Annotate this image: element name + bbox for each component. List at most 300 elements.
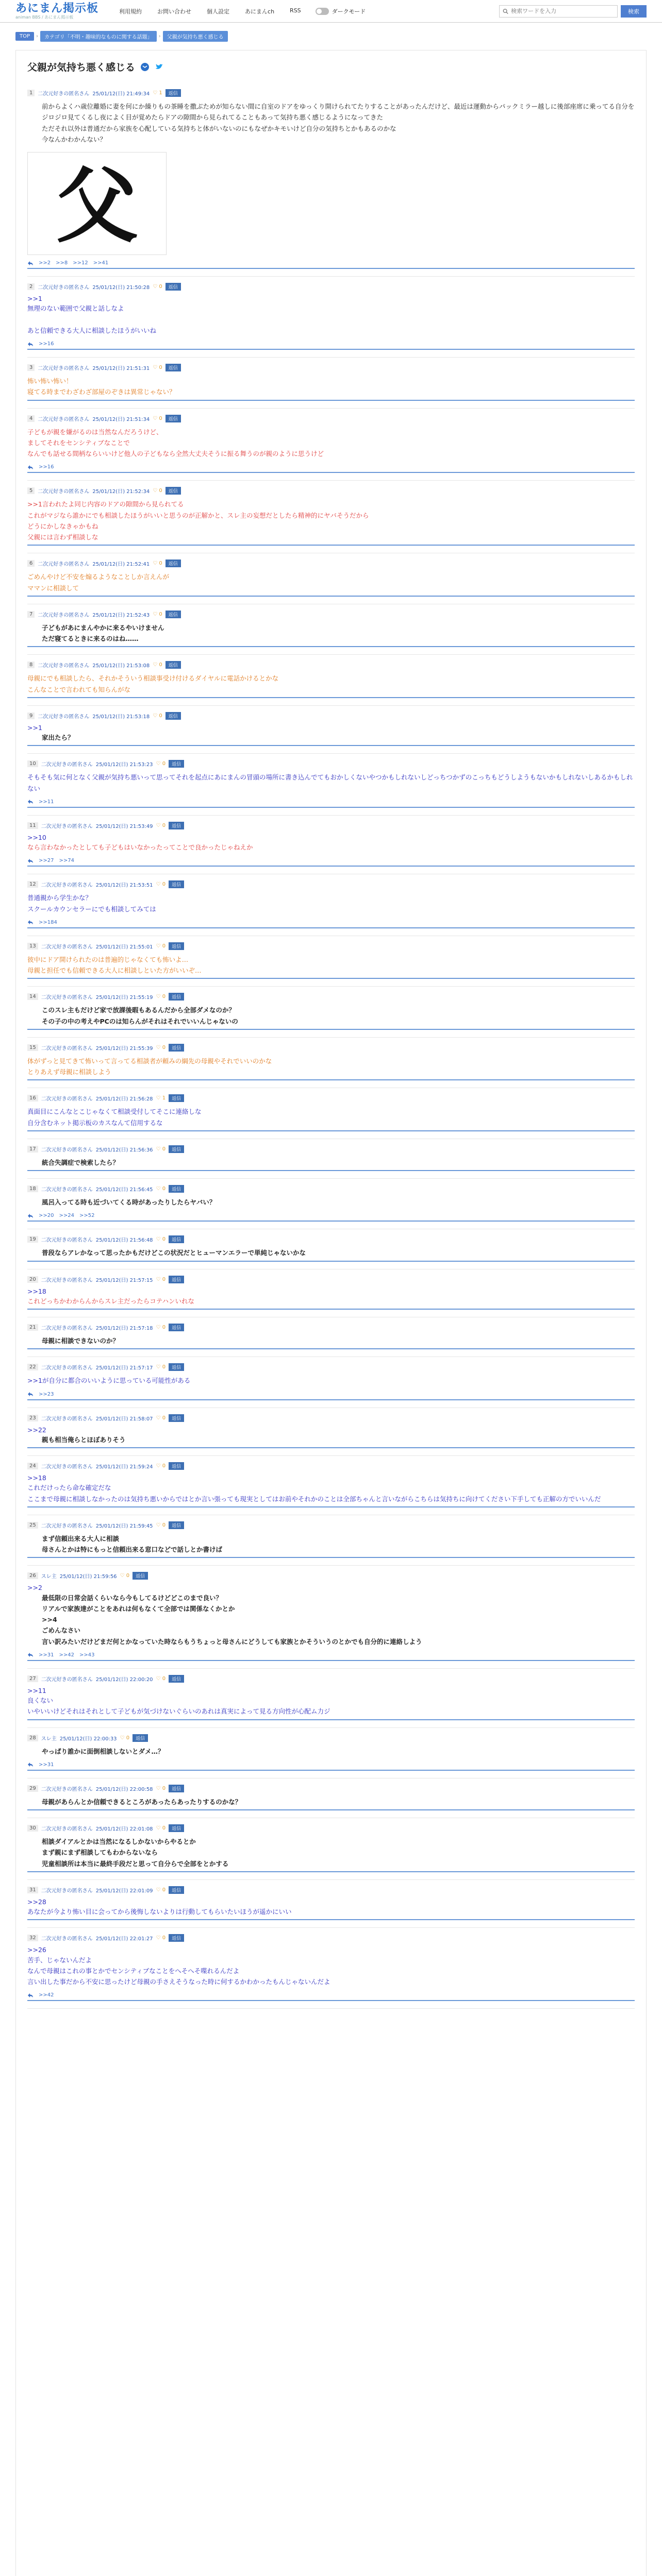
- like-count-value: 0: [159, 415, 162, 421]
- reply-button[interactable]: 返信: [169, 1363, 184, 1371]
- post-number: 17: [27, 1146, 38, 1153]
- post-body: まず信頼出来る大人に相談 母さんとかは特にもっと信頼出来る窓口などで話しとか書けば: [42, 1534, 223, 1553]
- post-body: これだけったら命な確定だな ここまで母親に相談しなかったのは気持ち悪いからではとか言い張っても現実としてはお前やそれかのことは全部ちゃんと言いながらこちらは気持ちに向けてください下手しても正解の方でいいんだ: [27, 1484, 601, 1503]
- top-nav: [119, 7, 301, 15]
- poster-name: 二次元好きの匿名さん: [38, 714, 90, 720]
- reply-link[interactable]: >>42: [59, 1652, 74, 1658]
- nav-rss[interactable]: RSS: [290, 7, 301, 14]
- like-count-value: 0: [162, 1146, 166, 1152]
- reply-link[interactable]: >>11: [39, 799, 54, 805]
- reply-links: [27, 858, 635, 863]
- post-number: 7: [27, 611, 35, 618]
- post-date: 25/01/12(日) 21:53:49: [95, 823, 153, 829]
- poster-name: 二次元好きの匿名さん: [41, 762, 93, 768]
- post-body: 親も相当俺らとほぼありそう: [42, 1435, 126, 1444]
- reply-links: [27, 799, 635, 805]
- post-divider: [27, 1079, 635, 1080]
- post-divider: [27, 268, 635, 269]
- post-divider: [27, 646, 635, 647]
- post-number: 19: [27, 1236, 38, 1243]
- post-meta: [27, 1521, 635, 1529]
- post-meta: [27, 1675, 635, 1683]
- quote-anchor[interactable]: >>10: [27, 833, 46, 841]
- post-divider: [27, 1170, 635, 1171]
- post-body: なら言わなかったとしても子どもはいなかったってことで良かったじゃねえか: [27, 843, 253, 851]
- post-meta: [27, 1324, 635, 1331]
- reply-post: [27, 1880, 635, 1928]
- poster-name: 二次元好きの匿名さん: [41, 883, 93, 889]
- post-meta: [27, 1044, 635, 1052]
- reply-post: [27, 358, 635, 409]
- breadcrumb-category[interactable]: カテゴリ「不明・趣味的なものに関する話題」: [40, 31, 157, 42]
- post-body: 苦手、じゃないんだよ なんで母親はこれの事とかでセンシティブなことをへそへそ喋れるんだよ 言い出した事だから不安に思ったけど母親の手さえそうなった時に何するかわかったもんじゃないんだよ: [27, 1956, 330, 1986]
- post-body: ごめんやけど不安を煽るようなことしか言えんが ママンに相談して: [27, 573, 170, 592]
- quote-anchor[interactable]: >>18: [27, 1287, 46, 1295]
- post-meta: [27, 1462, 635, 1470]
- post-meta: [27, 712, 635, 720]
- reply-button[interactable]: 返信: [169, 1675, 184, 1683]
- nav-terms[interactable]: 利用規約: [119, 8, 142, 15]
- poster-name: 二次元好きの匿名さん: [38, 366, 90, 371]
- post-meta: [27, 1185, 635, 1193]
- reply-link[interactable]: >>52: [79, 1213, 95, 1219]
- nav-animanch[interactable]: あにまんch: [245, 8, 275, 15]
- poster-name: 二次元好きの匿名さん: [41, 1096, 93, 1103]
- post-number: 28: [27, 1735, 38, 1741]
- poster-name: 二次元好きの匿名さん: [41, 1676, 93, 1683]
- post-date: 25/01/12(日) 21:53:18: [92, 714, 150, 720]
- post-divider: [27, 697, 635, 698]
- poster-name: 二次元好きの匿名さん: [41, 1238, 93, 1244]
- post-divider: [27, 349, 635, 350]
- post-divider: [27, 1871, 635, 1872]
- post-number: 1: [27, 90, 35, 96]
- reply-post: [27, 1408, 635, 1456]
- reply-post: [27, 816, 635, 875]
- reply-arrow-icon: [27, 1652, 34, 1657]
- like-count[interactable]: ♡ 0: [156, 1825, 166, 1831]
- post-date: 25/01/12(日) 21:56:36: [95, 1147, 153, 1153]
- reply-links: [27, 1652, 635, 1658]
- logo-subtext: animan BBS / あにまん掲示板: [15, 14, 74, 20]
- reply-button[interactable]: 返信: [166, 712, 181, 720]
- post-divider: [27, 1261, 635, 1262]
- reply-button[interactable]: 返信: [166, 611, 181, 618]
- post-divider: [27, 1348, 635, 1349]
- reply-button[interactable]: 返信: [169, 1185, 184, 1193]
- like-count[interactable]: ♡ 0: [153, 662, 162, 668]
- like-count[interactable]: ♡ 0: [156, 1785, 166, 1791]
- reply-link[interactable]: >>27: [39, 858, 54, 864]
- reply-button[interactable]: 返信: [166, 415, 181, 422]
- like-count[interactable]: ♡ 0: [120, 1735, 130, 1741]
- post-date: 25/01/12(日) 21:52:43: [92, 612, 150, 618]
- like-count-value: 0: [162, 1276, 166, 1282]
- like-count[interactable]: ♡ 1: [156, 1095, 166, 1101]
- nav-contact[interactable]: お問い合わせ: [157, 8, 192, 15]
- like-count[interactable]: ♡ 0: [156, 1935, 166, 1941]
- reply-post: [27, 1669, 635, 1728]
- poster-name: スレ主: [41, 1736, 57, 1742]
- post-meta: [27, 1363, 635, 1371]
- post-number: 31: [27, 1887, 38, 1893]
- poster-name: 二次元好きの匿名さん: [41, 1826, 93, 1832]
- reply-button[interactable]: 返信: [169, 993, 184, 1001]
- post-body: 普通親から学生かな？ スクールカウンセラーにでも相談してみては: [27, 894, 156, 913]
- post-divider: [27, 545, 635, 546]
- like-count[interactable]: ♡ 0: [156, 1146, 166, 1152]
- like-count[interactable]: ♡ 0: [156, 1415, 166, 1421]
- post-date: 25/01/12(日) 21:51:31: [92, 366, 150, 371]
- post-divider: [27, 1506, 635, 1507]
- quote-anchor[interactable]: >>26: [27, 1946, 46, 1954]
- reply-links: [27, 1992, 635, 1998]
- breadcrumb-top[interactable]: TOP: [15, 32, 34, 41]
- post-date: 25/01/12(日) 21:58:07: [95, 1416, 153, 1422]
- reply-link[interactable]: >>20: [39, 1213, 54, 1219]
- like-count[interactable]: ♡ 0: [156, 1463, 166, 1469]
- reply-button[interactable]: 返信: [166, 89, 181, 97]
- search-input[interactable]: [511, 8, 614, 14]
- reply-button[interactable]: 返信: [169, 1462, 184, 1470]
- poster-name: 二次元好きの匿名さん: [38, 663, 90, 669]
- post-meta: [27, 1414, 635, 1422]
- post-divider: [27, 1447, 635, 1448]
- poster-name: 二次元好きの匿名さん: [38, 91, 90, 97]
- reply-link[interactable]: >>23: [39, 1391, 54, 1397]
- like-count[interactable]: ♡ 0: [156, 1887, 166, 1893]
- reply-button[interactable]: 返信: [169, 1276, 184, 1283]
- poster-name: 二次元好きの匿名さん: [38, 612, 90, 618]
- reply-link[interactable]: >>41: [93, 260, 109, 266]
- poster-name: 二次元好きの匿名さん: [41, 1277, 93, 1283]
- like-count[interactable]: ♡ 0: [156, 1044, 166, 1050]
- like-count-value: 0: [162, 1415, 166, 1421]
- post-number: 29: [27, 1785, 38, 1792]
- post-meta: [27, 1886, 635, 1894]
- post-date: 25/01/12(日) 21:55:39: [95, 1045, 153, 1052]
- post-body: 相談ダイアルとかは当然になるしかないからやるとか まず親にまず相談してもわからないなら 児童相談所は本当に最終手段だと思って自分らで全部をとかする: [42, 1838, 229, 1868]
- reply-links: [27, 1762, 635, 1768]
- post-body: >>1が自分に都合のいいように思っている可能性がある: [27, 1377, 191, 1385]
- reply-button[interactable]: 返信: [169, 1145, 184, 1153]
- like-count[interactable]: ♡ 0: [156, 882, 166, 888]
- post-body: 最低限の日常会話くらいなら今もしてるけどどこのまで良い？ リアルで家族達がことをあれは何もなくて全部では関係なくかとか >>4 ごめんなさい 言い訳みたいだけどまだ何とかなっていた時ならもうちょっと母さんにどうしても家族とかそういうのとかでも自分的に連絡しよう: [42, 1594, 422, 1646]
- reply-post: [27, 874, 635, 936]
- post-number: 22: [27, 1364, 38, 1370]
- post-meta: [27, 487, 635, 495]
- post-body: 家出たら？: [42, 734, 74, 741]
- reply-links: [27, 920, 635, 925]
- post-number: 16: [27, 1095, 38, 1101]
- post-number: 21: [27, 1324, 38, 1331]
- like-count-value: 0: [162, 1935, 166, 1941]
- like-count[interactable]: ♡ 0: [156, 1364, 166, 1370]
- reply-arrow-icon: [27, 1762, 34, 1767]
- post-body: 母親に相談できないのか？: [42, 1337, 120, 1345]
- like-count[interactable]: ♡ 0: [153, 713, 162, 719]
- reply-post: [27, 754, 635, 816]
- reply-link[interactable]: >>16: [39, 464, 54, 470]
- post-body: これどっちかわからんからスレ主だったらコテハンいれな: [27, 1297, 195, 1305]
- reply-button[interactable]: 返信: [169, 1824, 184, 1832]
- twitter-bird-icon[interactable]: [155, 62, 164, 72]
- reply-post: [27, 987, 635, 1038]
- like-count[interactable]: ♡ 1: [153, 90, 162, 96]
- post-date: 25/01/12(日) 21:55:01: [95, 944, 153, 950]
- poster-name: 二次元好きの匿名さん: [38, 562, 90, 568]
- post-divider: [27, 1309, 635, 1310]
- quote-anchor[interactable]: >>2: [27, 1584, 42, 1592]
- post-number: 18: [27, 1185, 38, 1192]
- reply-button[interactable]: 返信: [169, 1785, 184, 1792]
- reply-post: [27, 655, 635, 706]
- reply-links: [27, 260, 635, 266]
- reply-link[interactable]: >>31: [39, 1652, 54, 1658]
- nav-settings[interactable]: 個人設定: [207, 8, 230, 15]
- post-date: 25/01/12(日) 21:57:17: [95, 1365, 153, 1371]
- reply-button[interactable]: 返信: [166, 560, 181, 567]
- poster-name: 二次元好きの匿名さん: [41, 1464, 93, 1470]
- post-body: 体がずっと見てきて怖いって言ってる相談者が頼みの綱先の母親やそれでいいのかな とりあえず母親に相談しよう: [27, 1057, 272, 1076]
- like-count-value: 0: [162, 761, 166, 767]
- thread-title: 父親が気持ち悪く感じる: [27, 62, 136, 73]
- post-number: 14: [27, 993, 38, 1000]
- reply-arrow-icon: [27, 858, 34, 863]
- like-count-value: 0: [162, 1825, 166, 1831]
- like-count[interactable]: ♡ 0: [153, 284, 162, 290]
- post-number: 24: [27, 1463, 38, 1469]
- reply-button[interactable]: 返信: [169, 942, 184, 950]
- quote-anchor[interactable]: >>22: [27, 1426, 46, 1434]
- breadcrumb-thread[interactable]: 父親が気持ち悪く感じる: [163, 31, 228, 42]
- reply-button[interactable]: 返信: [169, 1521, 184, 1529]
- post-number: 8: [27, 662, 35, 668]
- reply-post: [27, 553, 635, 604]
- post-image[interactable]: [27, 152, 167, 255]
- quote-anchor[interactable]: >>11: [27, 1686, 46, 1694]
- reply-link[interactable]: >>43: [79, 1652, 95, 1658]
- reply-post: [27, 1179, 635, 1229]
- reply-button[interactable]: 返信: [166, 487, 181, 495]
- post-body: このスレ主もだけど家で放課後暇もあるんだから全部ダメなのか？ その子の中の考えやPCのは知らんがそれはそれでいいんじゃないの: [42, 1006, 238, 1025]
- post-divider: [27, 400, 635, 401]
- like-count[interactable]: ♡ 0: [156, 1522, 166, 1528]
- reply-button[interactable]: 返信: [169, 1886, 184, 1894]
- reply-link[interactable]: >>8: [56, 260, 68, 266]
- reply-button[interactable]: 返信: [169, 1414, 184, 1422]
- op-post: [27, 83, 635, 277]
- post-number: 32: [27, 1935, 38, 1941]
- share-icon[interactable]: [140, 62, 150, 72]
- post-date: 25/01/12(日) 21:49:34: [92, 91, 150, 97]
- post-divider: [27, 745, 635, 746]
- like-count[interactable]: ♡ 0: [120, 1573, 130, 1579]
- like-count-value: 0: [162, 1785, 166, 1791]
- post-divider: [27, 1809, 635, 1810]
- reply-button[interactable]: 返信: [169, 822, 184, 829]
- reply-button[interactable]: 返信: [133, 1572, 148, 1580]
- like-count-value: 0: [159, 365, 162, 370]
- post-number: 2: [27, 283, 35, 290]
- post-meta: [27, 1934, 635, 1942]
- reply-arrow-icon: [27, 1993, 34, 1998]
- post-meta: [27, 760, 635, 768]
- post-divider: [27, 927, 635, 928]
- like-count-value: 0: [126, 1573, 130, 1579]
- reply-post: [27, 1818, 635, 1880]
- quote-anchor[interactable]: >>1: [27, 723, 42, 732]
- site-logo[interactable]: [15, 3, 98, 20]
- post-meta: [27, 415, 635, 422]
- post-body: やっぱり誰かに面倒相談しないとダメ…？: [42, 1747, 164, 1755]
- reply-post: [27, 1139, 635, 1179]
- reply-button[interactable]: 返信: [169, 1094, 184, 1102]
- search-button[interactable]: 検索: [621, 5, 647, 18]
- post-meta: [27, 880, 635, 888]
- post-divider: [27, 1770, 635, 1771]
- like-count[interactable]: ♡ 0: [153, 415, 162, 421]
- reply-link[interactable]: >>12: [73, 260, 88, 266]
- reply-link[interactable]: >>24: [59, 1213, 74, 1219]
- post-meta: [27, 993, 635, 1001]
- post-body: 普段ならアレかなって思ったかもだけどこの状況だとヒューマンエラーで単純じゃないかな: [42, 1249, 306, 1257]
- post-meta: [27, 1145, 635, 1153]
- post-divider: [27, 1660, 635, 1661]
- post-date: 25/01/12(日) 21:59:56: [59, 1574, 117, 1580]
- post-body: >>1言われたよ同じ内容のドアの隙間から見られてる これがマジなら誰かにでも相談したほうがいいと思うのが正解かと、スレ主の妄想だとしたら精神的にヤバそうだから どうにかしなきゃかもね 父親には言わず相談しな: [27, 500, 369, 541]
- reply-button[interactable]: 返信: [169, 1934, 184, 1942]
- like-count-value: 0: [162, 1236, 166, 1243]
- post-body: そもそも気に何となく父親が気持ち悪いって思ってそれを起点にあにまんの冒頭の場所に書き込んでてもおかしくないやつかもしれないしどっちつかずのこっちもどうしようもないかもしれないしあるかもしれない: [27, 773, 633, 792]
- post-meta: [27, 1572, 635, 1580]
- like-count[interactable]: ♡ 0: [156, 1186, 166, 1192]
- like-count[interactable]: ♡ 0: [156, 1675, 166, 1682]
- like-count-value: 0: [162, 822, 166, 828]
- post-number: 30: [27, 1825, 38, 1832]
- quote-anchor[interactable]: >>18: [27, 1474, 46, 1482]
- like-count[interactable]: ♡ 0: [153, 488, 162, 494]
- like-count-value: 0: [159, 662, 162, 668]
- reply-link[interactable]: >>31: [39, 1761, 54, 1768]
- post-meta: [27, 1785, 635, 1792]
- post-number: 26: [27, 1572, 38, 1579]
- reply-button[interactable]: 返信: [166, 661, 181, 669]
- like-count-value: 0: [162, 882, 166, 888]
- logo-text: あにまん掲示板: [15, 2, 99, 15]
- reply-button[interactable]: 返信: [169, 760, 184, 768]
- reply-button[interactable]: 返信: [133, 1734, 148, 1742]
- reply-link[interactable]: >>74: [59, 858, 74, 864]
- post-date: 25/01/12(日) 21:53:51: [95, 883, 153, 889]
- like-count[interactable]: ♡ 0: [156, 1325, 166, 1330]
- like-count[interactable]: ♡ 0: [153, 561, 162, 567]
- site-header: [0, 0, 662, 23]
- post-body: あなたが今より怖い目に会ってから後悔しないよりは行動してもらいたいほうが遥かにいい: [27, 1908, 292, 1916]
- reply-link[interactable]: >>2: [39, 260, 51, 266]
- quote-anchor[interactable]: >>28: [27, 1897, 46, 1906]
- post-date: 25/01/12(日) 21:59:24: [95, 1464, 153, 1470]
- toggle-switch-icon[interactable]: [316, 8, 329, 15]
- poster-name: 二次元好きの匿名さん: [41, 1888, 93, 1894]
- reply-button[interactable]: 返信: [169, 880, 184, 888]
- like-count-value: 0: [162, 1675, 166, 1682]
- post-date: 25/01/12(日) 21:57:18: [95, 1326, 153, 1331]
- post-meta: [27, 283, 635, 291]
- post-body: 子どもがあにまんやかに来るやいけません ただ寝てるときに来るのはね……: [42, 623, 164, 642]
- post-body: 真面目にこんなとこじゃなくて相談受付してそこに連絡しな 自分含むネット掲示板のカスなんて信用するな: [27, 1108, 202, 1127]
- post-number: 4: [27, 415, 35, 422]
- reply-post: [27, 481, 635, 553]
- like-count[interactable]: ♡ 0: [156, 761, 166, 767]
- chevron-right-icon: ›: [36, 33, 39, 39]
- reply-arrow-icon: [27, 261, 34, 266]
- like-count-value: 0: [162, 1364, 166, 1370]
- post-divider: [27, 596, 635, 597]
- reply-link[interactable]: >>184: [39, 919, 57, 925]
- reply-post: [27, 1515, 635, 1566]
- like-count[interactable]: ♡ 0: [156, 1236, 166, 1243]
- like-count[interactable]: ♡ 0: [156, 943, 166, 949]
- reply-post: [27, 1566, 635, 1669]
- reply-arrow-icon: [27, 342, 34, 347]
- poster-name: 二次元好きの匿名さん: [41, 1416, 93, 1422]
- like-count[interactable]: ♡ 0: [153, 365, 162, 370]
- like-count[interactable]: ♡ 0: [156, 994, 166, 1000]
- post-meta: [27, 1094, 635, 1102]
- reply-link[interactable]: >>16: [39, 341, 54, 347]
- reply-post: [27, 1038, 635, 1089]
- like-count-value: 0: [162, 943, 166, 949]
- like-count[interactable]: ♡ 0: [153, 611, 162, 617]
- reply-button[interactable]: 返信: [169, 1324, 184, 1331]
- post-date: 25/01/12(日) 21:53:23: [95, 762, 153, 768]
- quote-anchor[interactable]: >>1: [27, 295, 42, 302]
- like-count-value: 0: [162, 1325, 166, 1330]
- like-count[interactable]: ♡ 0: [156, 1276, 166, 1282]
- like-count-value: 0: [162, 994, 166, 1000]
- reply-link[interactable]: >>42: [39, 1992, 54, 1998]
- like-count-value: 0: [159, 713, 162, 719]
- reply-button[interactable]: 返信: [166, 283, 181, 291]
- post-divider: [27, 1919, 635, 1920]
- like-count[interactable]: ♡ 0: [156, 822, 166, 828]
- reply-button[interactable]: 返信: [166, 364, 181, 371]
- post-divider: [27, 1130, 635, 1131]
- search-area: [499, 5, 647, 18]
- reply-post: [27, 1728, 635, 1778]
- search-icon: [503, 8, 508, 14]
- post-meta: [27, 560, 635, 567]
- reply-post: [27, 1269, 635, 1318]
- poster-name: 二次元好きの匿名さん: [38, 285, 90, 291]
- post-divider: [27, 2000, 635, 2001]
- reply-arrow-icon: [27, 1392, 34, 1397]
- post-body: 彼中にドア開けられたのは普遍的じゃなくても怖いよ… 母親と担任でも信頼できる大人に相談しといた方がいいぞ…: [27, 955, 202, 974]
- post-number: 27: [27, 1675, 38, 1682]
- poster-name: 二次元好きの匿名さん: [41, 1187, 93, 1193]
- poster-name: スレ主: [41, 1574, 57, 1580]
- like-count-value: 0: [159, 611, 162, 617]
- like-count-value: 0: [162, 1522, 166, 1528]
- post-list: [27, 277, 635, 2009]
- dark-mode-toggle[interactable]: [316, 7, 366, 15]
- reply-post: [27, 1928, 635, 2009]
- reply-button[interactable]: 返信: [169, 1044, 184, 1052]
- reply-button[interactable]: 返信: [169, 1235, 184, 1243]
- post-number: 9: [27, 713, 35, 719]
- post-date: 25/01/12(日) 21:56:45: [95, 1187, 153, 1193]
